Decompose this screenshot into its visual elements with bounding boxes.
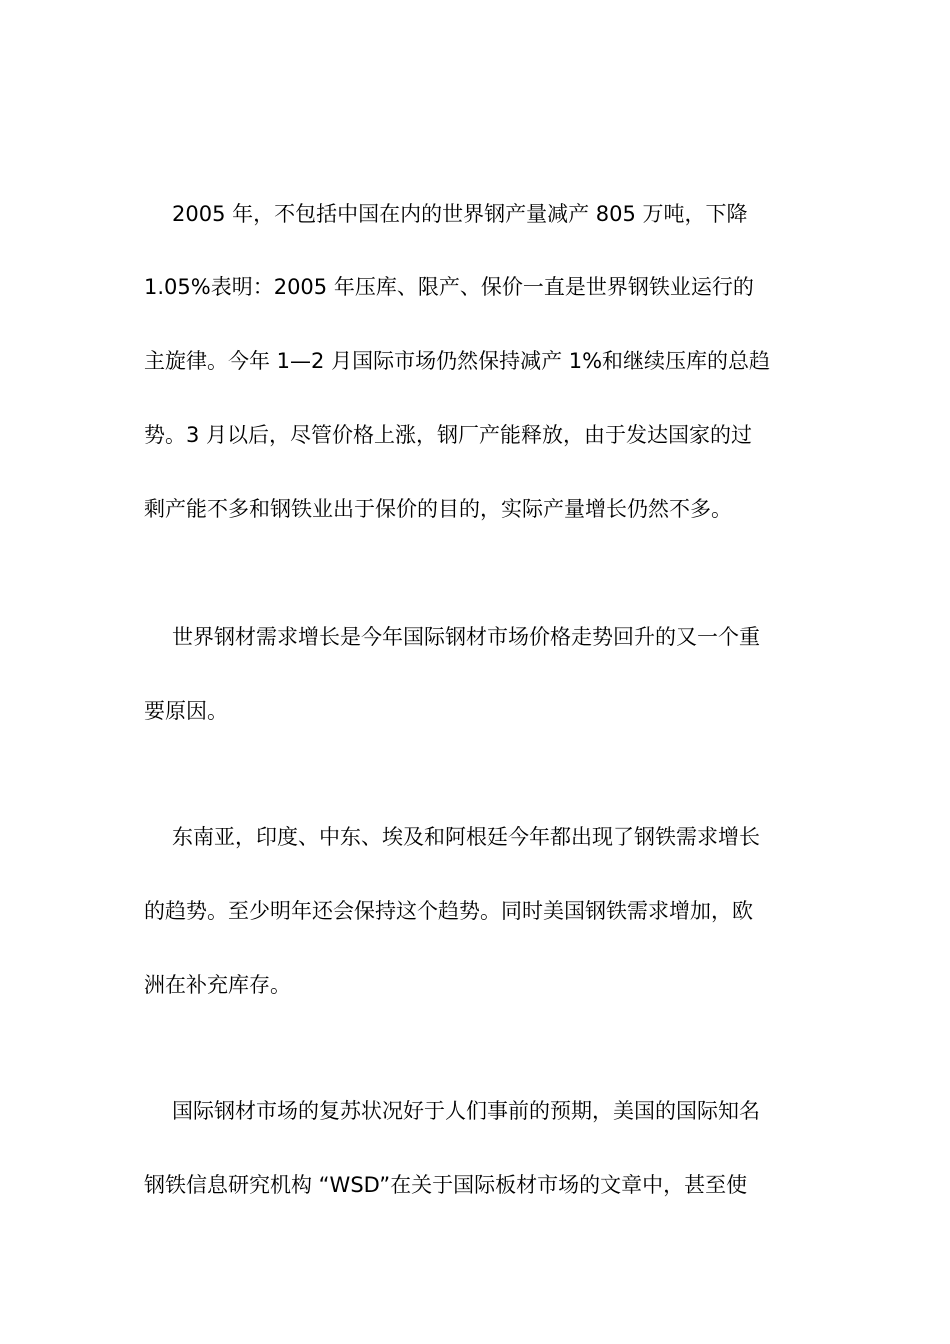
paragraph-1-line-4: 势。3 月以后，尽管价格上涨，钢厂产能释放，由于发达国家的过 (144, 423, 753, 447)
paragraph-2-line-1: 世界钢材需求增长是今年国际钢材市场价格走势回升的又一个重 (172, 625, 760, 649)
paragraph-3-line-1: 东南亚，印度、中东、埃及和阿根廷今年都出现了钢铁需求增长 (172, 825, 760, 849)
paragraph-1-line-2: 1.05%表明：2005 年压库、限产、保价一直是世界钢铁业运行的 (144, 275, 754, 299)
paragraph-1-line-3: 主旋律。今年 1—2 月国际市场仍然保持减产 1%和继续压库的总趋 (144, 349, 771, 373)
paragraph-3-line-2: 的趋势。至少明年还会保持这个趋势。同时美国钢铁需求增加，欧 (144, 899, 753, 923)
paragraph-1-line-1: 2005 年，不包括中国在内的世界钢产量减产 805 万吨，下降 (172, 202, 748, 226)
paragraph-4-line-2: 钢铁信息研究机构 “WSD”在关于国际板材市场的文章中，甚至使 (144, 1173, 748, 1197)
paragraph-4-line-1: 国际钢材市场的复苏状况好于人们事前的预期，美国的国际知名 (172, 1099, 760, 1123)
paragraph-2-line-2: 要原因。 (144, 699, 228, 723)
paragraph-1-line-5: 剩产能不多和钢铁业出于保价的目的，实际产量增长仍然不多。 (144, 497, 732, 521)
paragraph-3-line-3: 洲在补充库存。 (144, 973, 291, 997)
